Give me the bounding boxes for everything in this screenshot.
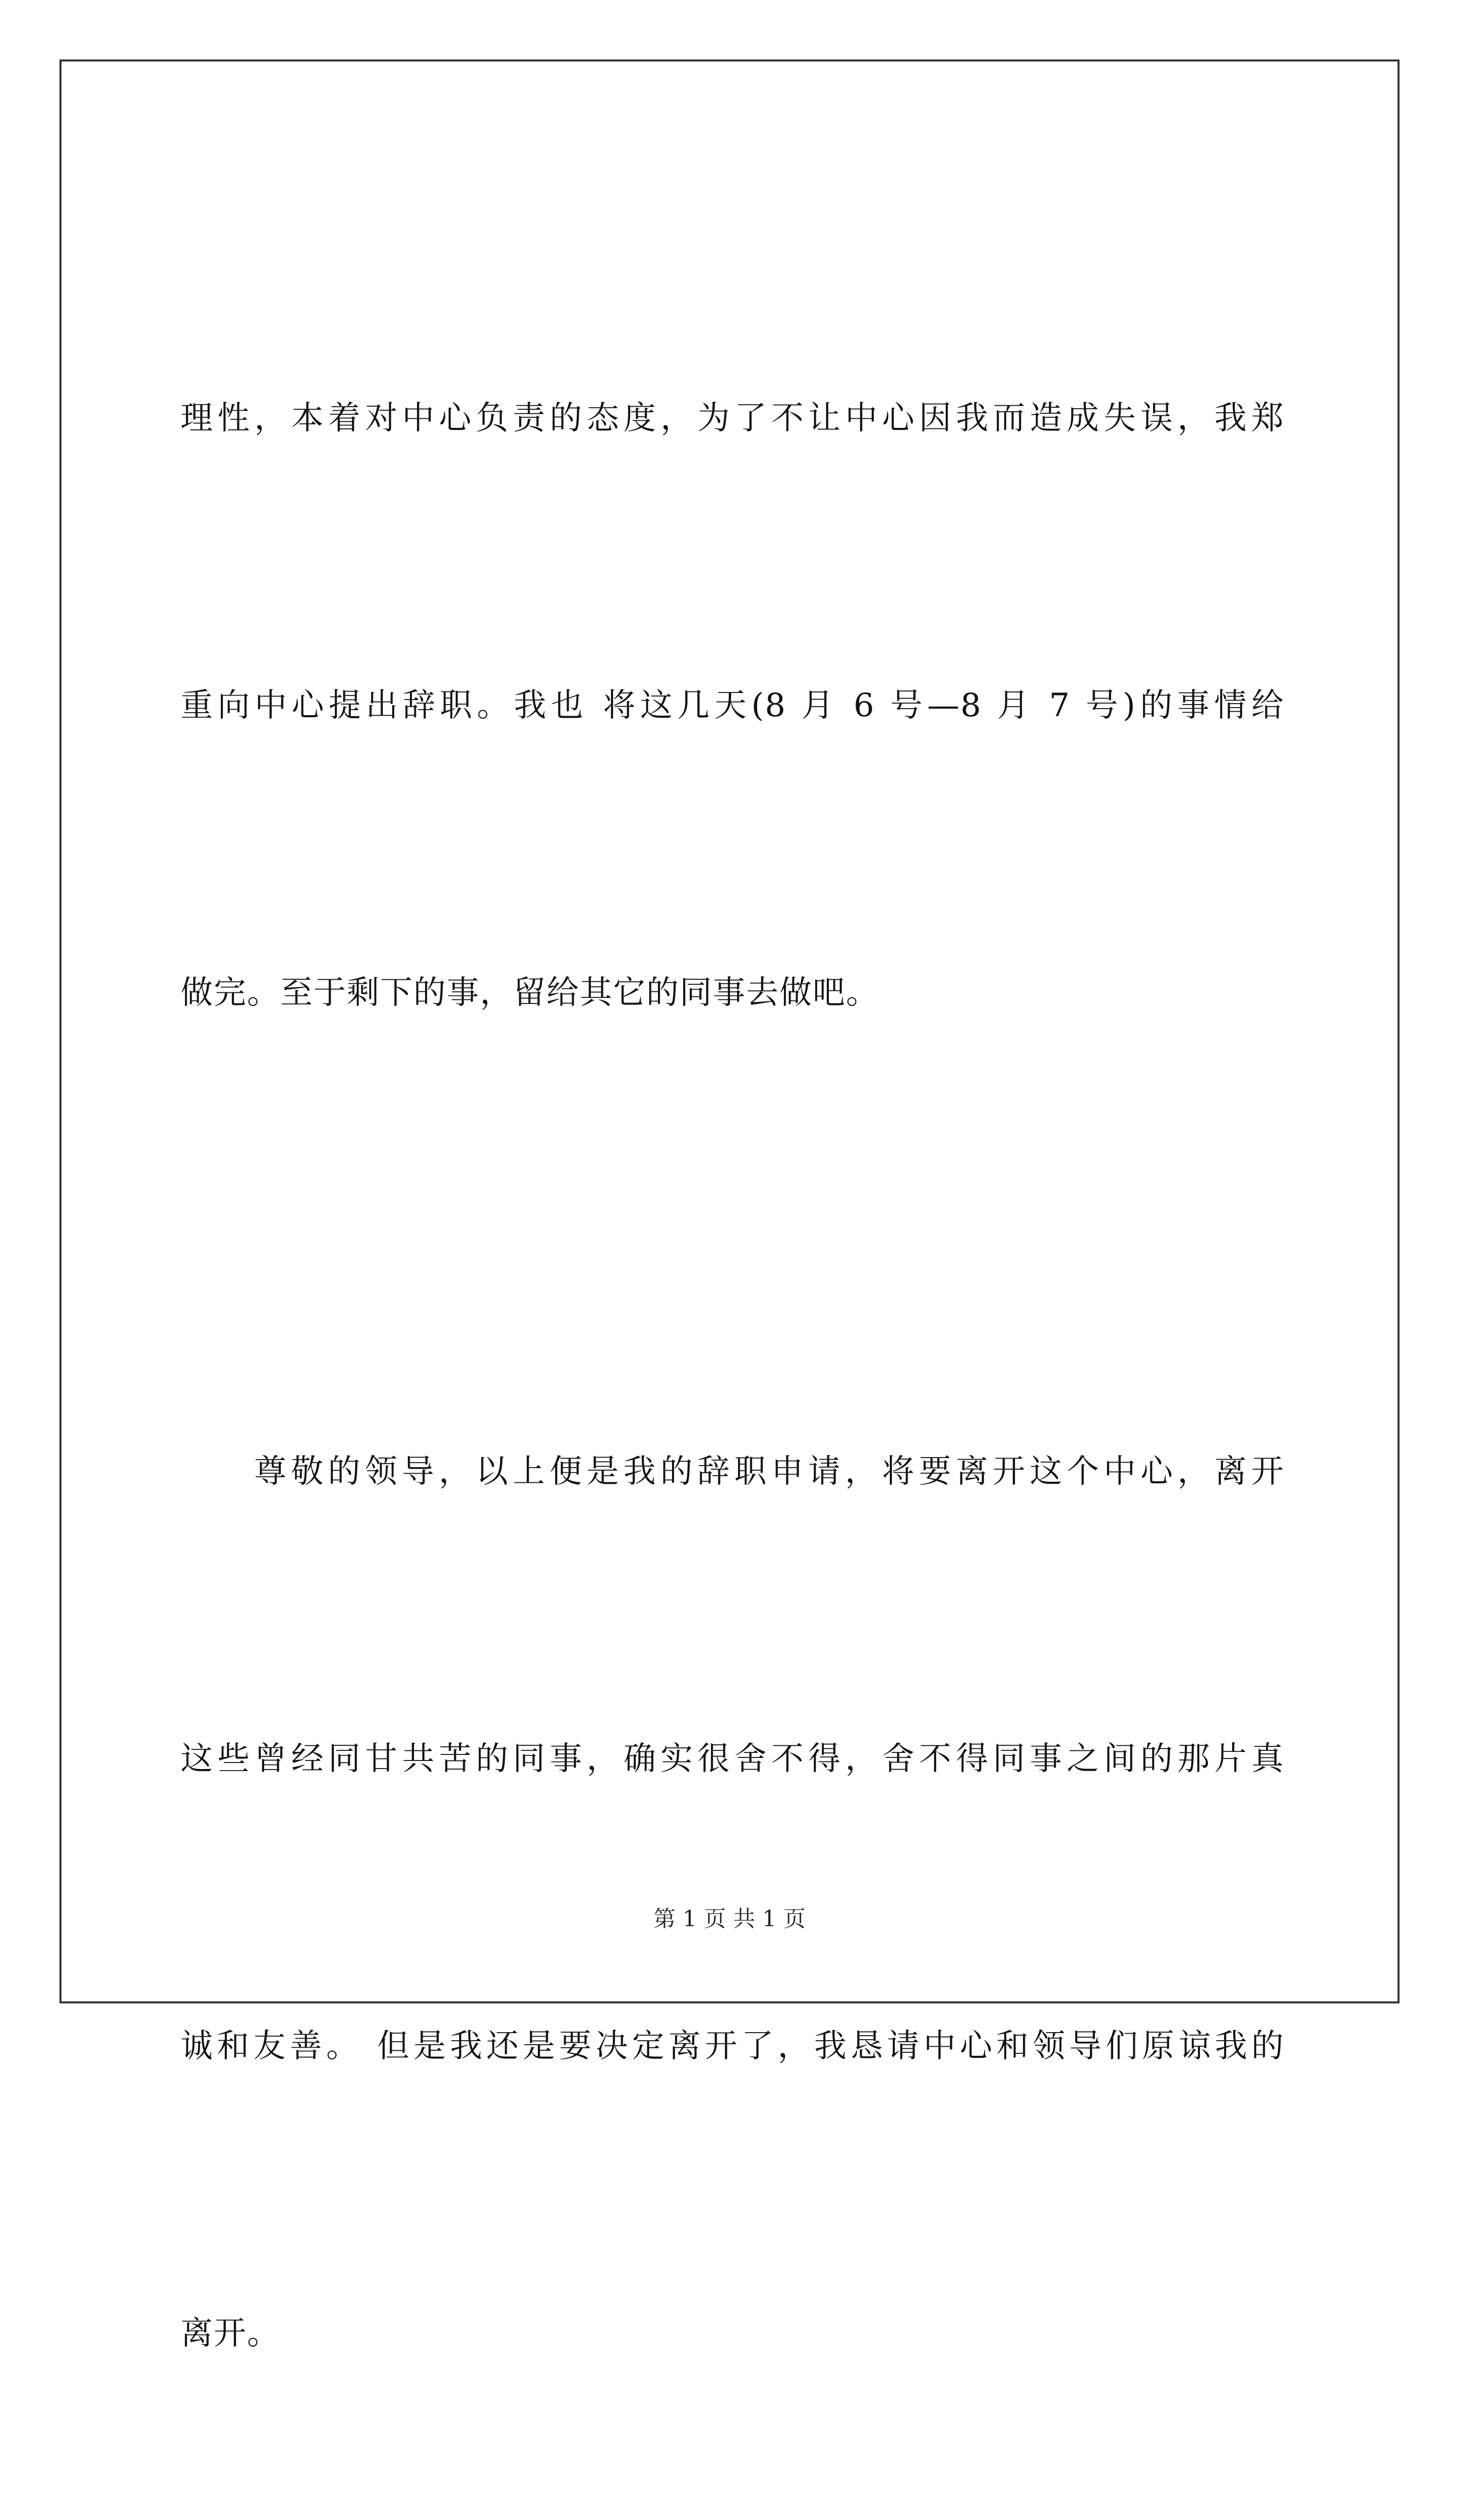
document-body [180, 179, 1285, 2520]
text-line: 重向中心提出辞职。我也 将这几天(8 月 6 号—8 月 7 号)的事情给 [180, 687, 1285, 724]
text-line: 做完。至于剩下的事，留给其它的同事去做吧。 [180, 974, 879, 1012]
page-footer: 第 1 页 共 1 页 [653, 1906, 806, 1932]
paragraph-1 [180, 179, 1285, 1232]
text-line: 理性，本着对中心负责的态度，为了不让中心因我而造成失误，我郑 [180, 400, 1285, 437]
text-line: 尊敬的领导，以上便是我的辞职申请，将要离开这个中心，离开 [254, 1453, 1285, 1490]
paragraph-2 [180, 1232, 1285, 2520]
text-line: 离开。 [180, 2315, 280, 2352]
text-line: 这些曾经同甘共苦的同事，确实很舍不得，舍不得同事之间的那片真 [180, 1740, 1285, 1778]
text-line: 诚和友善。 但是我还是要决定离开了，我恳请中心和领导们原谅我的 [180, 2028, 1285, 2065]
